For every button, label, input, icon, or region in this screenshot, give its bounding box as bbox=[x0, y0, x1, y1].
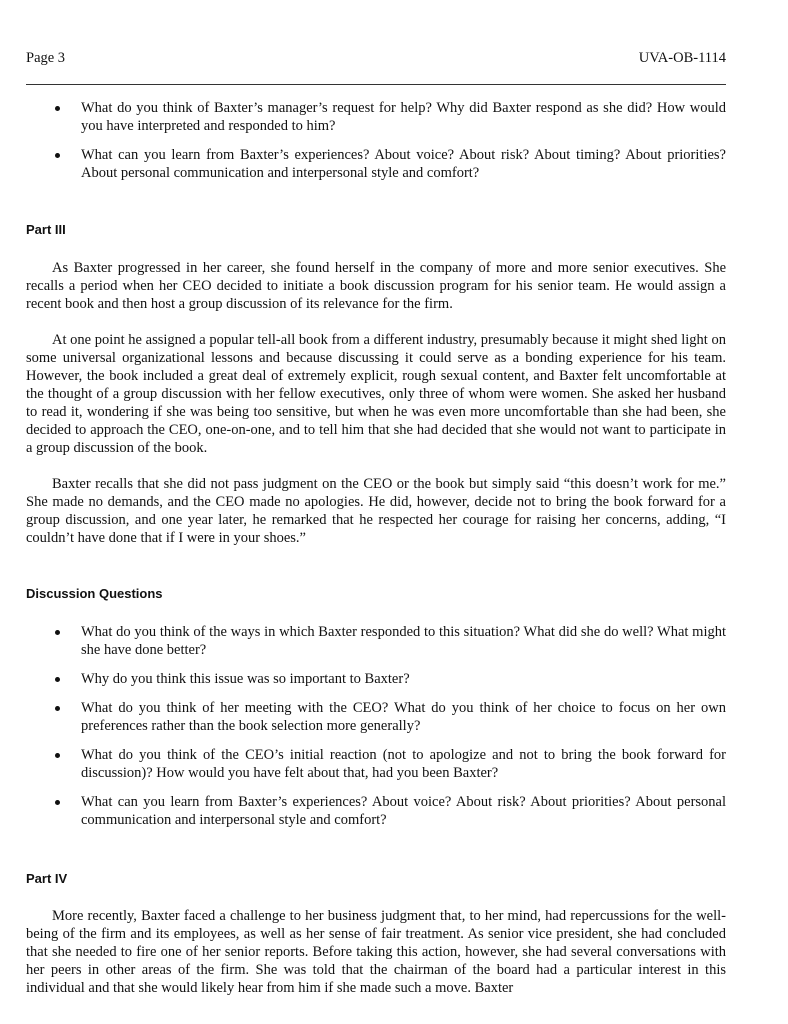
section-heading-part-3: Part III bbox=[26, 222, 66, 237]
question-text: What can you learn from Baxter’s experiences? About voice? About risk? About timing? About priorities? About personal communication and interpersonal style and comfort? bbox=[81, 147, 726, 181]
question-text: What do you think of the CEO’s initial reaction (not to apologize and not to bring the book forward for discussion)? How would you have felt about that, had you been Baxter? bbox=[81, 747, 726, 781]
bullet-icon bbox=[55, 753, 60, 758]
question-text: Why do you think this issue was so important to Baxter? bbox=[81, 671, 410, 687]
page-header bbox=[26, 50, 726, 70]
bullet-icon bbox=[55, 677, 60, 682]
part3-paragraph-2: At one point he assigned a popular tell-all book from a different industry, presumably because it might shed light on some universal organizational lessons and because discussing it could serve as a bonding experience for his team. However, the book included a great deal of extremely explicit, rough sexual content, and Baxter felt uncomfortable at the thought of a group discussion with her fellow executives, only three of whom were women. She asked her husband to read it, wondering if she was being too sensitive, but when he was even more uncomfortable than she had been, she decided to approach the CEO, one-on-one, and to tell him that she had decided that she would not want to participate in a group discussion of the book. bbox=[26, 332, 726, 456]
list-item bbox=[26, 99, 726, 135]
part3-paragraph-1: As Baxter progressed in her career, she found herself in the company of more and more senior executives. She recalls a period when her CEO decided to initiate a book discussion program for his senior team. He would assign a recent book and then host a group discussion of its relevance for the firm. bbox=[26, 260, 726, 312]
list-item bbox=[26, 746, 726, 782]
question-text: What can you learn from Baxter’s experiences? About voice? About risk? About priorities? About personal communication and interpersonal style and comfort? bbox=[81, 794, 726, 828]
part3-paragraph-3: Baxter recalls that she did not pass judgment on the CEO or the book but simply said “this doesn’t work for me.” She made no demands, and the CEO made no apologies. He did, however, decide not to bring the book forward for a group discussion, and one year later, he remarked that he respected her courage for raising her concerns, adding, “I couldn’t have done that if I were in your shoes.” bbox=[26, 476, 726, 546]
header-rule bbox=[26, 84, 726, 85]
top-question-list bbox=[26, 99, 726, 193]
bullet-icon bbox=[55, 153, 60, 158]
list-item bbox=[26, 793, 726, 829]
question-text: What do you think of the ways in which Baxter responded to this situation? What did she do well? What might she have done better? bbox=[81, 624, 726, 658]
list-item bbox=[26, 670, 726, 688]
document-id: UVA-OB-1114 bbox=[638, 50, 726, 66]
question-text: What do you think of Baxter’s manager’s request for help? Why did Baxter respond as she did? How would you have interpreted and responded to him? bbox=[81, 100, 726, 134]
bullet-icon bbox=[55, 106, 60, 111]
bullet-icon bbox=[55, 706, 60, 711]
bullet-icon bbox=[55, 800, 60, 805]
bullet-icon bbox=[55, 630, 60, 635]
list-item bbox=[26, 146, 726, 182]
list-item bbox=[26, 699, 726, 735]
page-number: Page 3 bbox=[26, 50, 66, 66]
question-text: What do you think of her meeting with the CEO? What do you think of her choice to focus on her own preferences rather than the book selection more generally? bbox=[81, 700, 726, 734]
section-heading-part-4: Part IV bbox=[26, 871, 68, 886]
list-item bbox=[26, 623, 726, 659]
part4-paragraph-1: More recently, Baxter faced a challenge to her business judgment that, to her mind, had repercussions for the well-being of the firm and its employees, as well as her sense of fair treatment. As senior vice president, she had concluded that she needed to fire one of her senior reports. Before taking this action, however, she had several conversations with her peers in other areas of the firm. She was told that the chairman of the board had a particular interest in this individual and that she would likely hear from him if she made such a move. Baxter bbox=[26, 908, 726, 996]
discussion-question-list bbox=[26, 623, 726, 840]
section-heading-discussion: Discussion Questions bbox=[26, 586, 163, 601]
